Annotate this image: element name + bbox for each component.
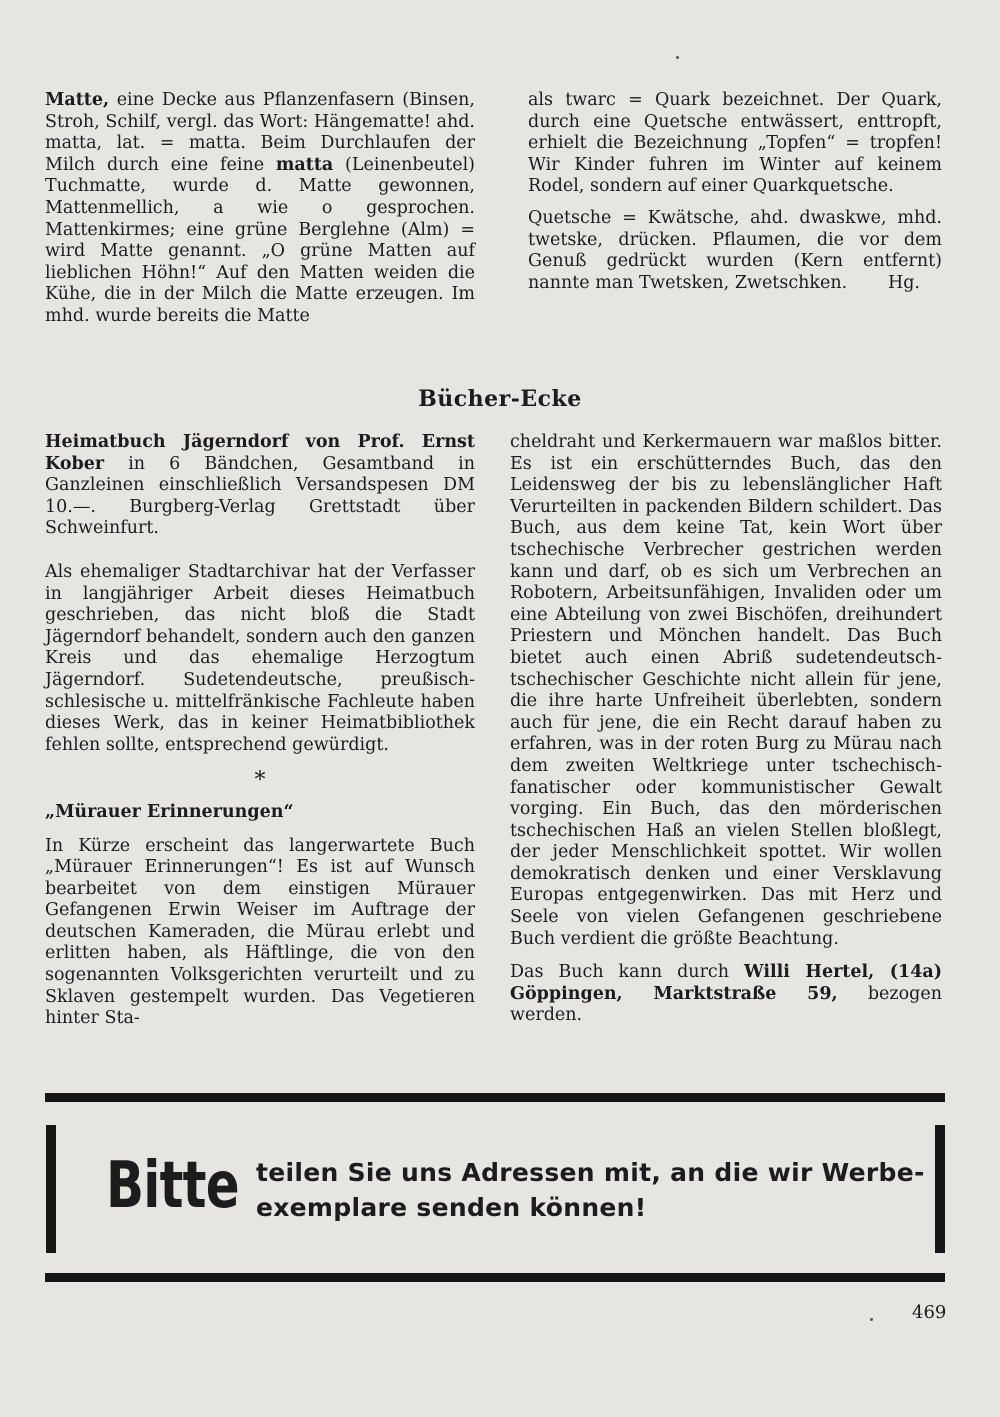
author-signature: Hg.	[887, 272, 920, 293]
advert-right-rule	[935, 1125, 945, 1253]
advert-left-rule	[46, 1125, 56, 1253]
column-left-top	[45, 90, 475, 328]
section-heading: Bücher-Ecke	[418, 386, 582, 412]
order-info: Das Buch kann durch Willi Hertel, (14a) Göppingen, Marktstraße 59, bezogen werden.	[510, 962, 942, 1026]
column-right-top	[528, 90, 942, 294]
book1-entry	[45, 432, 475, 540]
advert-line-2: exemplare senden können!	[256, 1193, 647, 1222]
advert-top-rule	[45, 1093, 945, 1102]
print-speck	[870, 1318, 873, 1321]
column-right-bottom	[510, 432, 942, 1027]
book1-review: Als ehemaliger Stadtarchivar hat der Verfasser in langjähriger Arbeit dieses Heimatbuch geschrieben, das nicht bloß die Stadt Jägerndorf behandelt, sondern auch den ganzen Kreis und das ehemalige Herzogtum Jägerndorf. Sudetendeutsche, preußisch-schlesische u. mittelfränkische Fachleute haben dieses Werk, das in keiner Heimatbibliothek fehlen sollte, entsprechend gewürdigt.	[45, 561, 475, 755]
book2-review: cheldraht und Kerkermauern war maßlos bitter. Es ist ein erschütterndes Buch, das den Leidensweg der bis zu lebenslänglicher Haft Verurteilten in packenden Bildern schildert. Das Buch, aus dem keine Tat, kein Wort über tschechische Verbrecher gestrichen werden kann und darf, ob es sich um Verbrechen an Robotern, Arbeitsunfähigen, Invaliden oder um eine Abteilung von zwei Bischöfen, dreihundert Priestern und Mönchen handelt. Das Buch bietet auch einen Abriß sudetendeutsch-tschechischer Geschichte nicht allein für jene, die ihre harte Unfreiheit überlebten, sondern auch für jene, die ein Recht darauf haben zu erfahren, was in der roten Burg zu Mürau nach dem zweiten Weltkriege unter tschechisch-fanatischer oder kommunistischer Gewalt vorging. Ein Buch, das den mörderischen tschechischen Haß an vielen Stellen bloßlegt, der jeder Menschlichkeit spottet. Wir wollen demokratisch denken und einer Versklavung Europas entgegenwirken. Das mit Herz und Seele von vielen Gefangenen geschriebene Buch verdient die größte Beachtung.	[510, 432, 942, 949]
order-address: Willi Hertel, (14a) Göppingen, Marktstraße 59,	[510, 962, 942, 1004]
advert-text	[256, 1155, 925, 1225]
advert-line-1: teilen Sie uns Adressen mit, an die wir Werbe-	[256, 1158, 925, 1187]
advert-bottom-rule	[45, 1273, 945, 1282]
book2-text: In Kürze erscheint das langerwartete Buch „Mürauer Erinnerungen“! Es ist auf Wunsch bearbeitet von dem einstigen Mürauer Gefangenen Erwin Weiser im Auftrage der deutschen Kameraden, die Mürau erlebt und erlitten haben, als Häftlinge, die von den sogenannten Volksgerichten verurteilt und zu Sklaven gestempelt wurden. Das Vegetieren hinter Sta-	[45, 835, 475, 1029]
book1-title: Heimatbuch Jägerndorf von Prof. Ernst Kober	[45, 432, 475, 474]
page-number: 469	[912, 1302, 947, 1323]
column-left-bottom	[45, 432, 475, 1030]
book2-title: „Mürauer Erinnerungen“	[45, 801, 294, 822]
headword-matte: Matte,	[45, 90, 110, 110]
advert-bitte: Bitte	[106, 1149, 239, 1223]
separator-asterisk: *	[254, 768, 266, 794]
quark-paragraph: als twarc = Quark bezeichnet. Der Quark, durch eine Quetsche entwässert, enttropft, erhielt die Bezeichnung „Topfen“ = tropfen! Wir Kinder fuhren im Winter auf keinem Rodel, sondern auf einer Quarkquetsche.	[528, 90, 942, 197]
matte-entry: Matte, eine Decke aus Pflanzenfasern (Binsen, Stroh, Schilf, vergl. das Wort: Hängematte! ahd. matta, lat. = matta. Beim Durchlaufen der Milch durch eine feine matta (Leinenbeutel) Tuchmatte, wurde d. Matte gewonnen, Mattenmellich, a wie o gesprochen. Mattenkirmes; eine grüne Berglehne (Alm) = wird Matte genannt. „O grüne Matten auf lieblichen Höhn!“ Auf den Matten weiden die Kühe, die in der Milch die Matte erzeugen. Im mhd. wurde bereits die Matte	[45, 90, 475, 326]
print-speck	[676, 56, 679, 59]
quetsche-paragraph: Quetsche = Kwätsche, ahd. dwaskwe, mhd. twetske, drücken. Pflaumen, die vor dem Genuß gedrückt wurden (Kern entfernt) nannte man Twetsken, Zwetschken. Hg.	[528, 207, 942, 293]
book1-details: in 6 Bändchen, Gesamtband in Ganzleinen einschließlich Versandspesen DM 10.—. Burgberg-Verlag Grettstadt über Schweinfurt.	[45, 453, 475, 539]
